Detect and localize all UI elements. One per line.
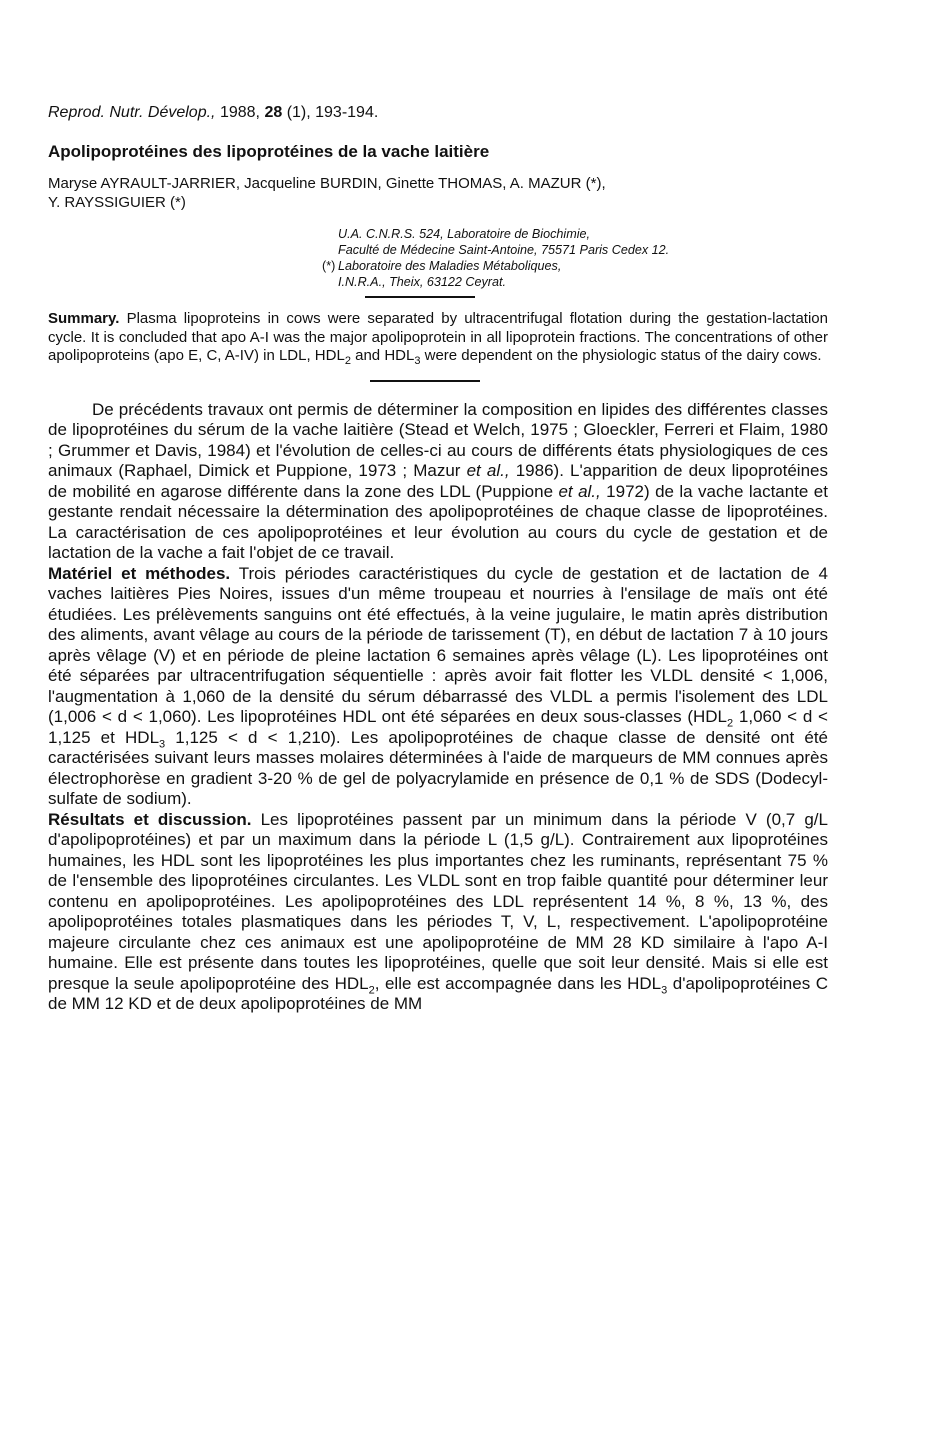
paragraph-text: 1,125 < d < 1,210). Les apolipoprotéines de chaque classe de densité ont été caractérisées suivant leurs masses molaires déterminées à l'aide de marqueurs de MM connues après électrophorèse en gradient 3-20 % de gel de polyacrylamide en présence de 0,1 % de SDS (Dodecyl-sulfate de sodium). <box>48 727 828 808</box>
summary <box>48 310 828 366</box>
paragraph-text: Les lipoprotéines passent par un minimum dans la période V (0,7 g/L d'apolipoprotéines) et par un maximum dans la période L (1,5 g/L). Contrairement aux lipoprotéines humaines, les HDL sont les lipoprotéines les plus importantes chez les ruminants, représentant 75 % de l'ensemble des lipoprotéines circulantes. Les VLDL sont en trop faible quantité pour déterminer leur contenu en apolipoprotéines. Les apolipoprotéines des LDL représentent 14 %, 8 %, 13 %, des apolipoprotéines totales plasmatiques dans les périodes T, V, L, respectivement. L'apolipoprotéine majeure circulante chez ces animaux est une apolipoprotéine de MM 28 KD similaire à l'apo A-I humaine. Elle est présente dans toutes les lipoprotéines, quelle que soit leur densité. Mais si elle est presque la seule apolipoprotéine des HDL <box>48 809 828 993</box>
affiliation-text: Laboratoire des Maladies Métaboliques, <box>338 259 562 273</box>
subscript: 2 <box>727 717 734 730</box>
summary-text: Plasma lipoproteins in cows were separated by ultracentrifugal flotation during the gestation-lactation cycle. It is concluded that apo A-I was the major apolipoprotein in all lipoprotein fractions. The concentrations of other apolipoproteins (apo E, C, A-IV) in LDL, HDL <box>48 310 828 364</box>
paragraph-text: 1,060 < d < 1,125 et HDL <box>48 707 828 747</box>
affiliation-mark: (*) <box>322 259 336 273</box>
divider <box>370 380 480 382</box>
affiliation-text: U.A. C.N.R.S. 524, Laboratoire de Biochimie, <box>338 227 590 241</box>
paragraph-text: 1972) de la vache lactante et gestante rendait nécessaire la détermination des apolipoprotéines de chaque classe de lipoprotéines. La caractérisation de ces apolipoprotéines et leur évolution au cours du cycle de gestation et de lactation de la vache a fait l'objet de ce travail. <box>48 481 828 562</box>
body-text <box>48 400 828 1015</box>
section-heading: Matériel et méthodes. <box>48 563 231 583</box>
paper-title: Apolipoprotéines des lipoprotéines de la vache laitière <box>48 142 490 161</box>
affiliation-text: Faculté de Médecine Saint-Antoine, 75571 Paris Cedex 12. <box>338 243 670 257</box>
results-paragraph <box>48 810 828 1015</box>
citation <box>48 104 828 122</box>
subscript: 3 <box>159 737 166 750</box>
paragraph-text: Trois périodes caractéristiques du cycle de gestation et de lactation de 4 vaches laitières Pies Noires, issues d'un même troupeau et nourries à l'ensilage de maïs ont été étudiées. Les prélèvements sanguins ont été effectués, à la veine jugulaire, le matin après distribution des aliments, avant vêlage au cours de la période de tarissement (T), en début de lactation 7 à 10 jours après vêlage (V) et en période de pleine lactation 6 semaines après vêlage (L). Les lipoprotéines ont été séparées par ultracentrifugation séquentielle : après avoir fait flotter les VLDL densité < 1,006, l'augmentation à 1,060 de la densité du sérum débarrassé des VLDL a permis l'isolement des LDL (1,006 < d < 1,060). Les lipoprotéines HDL ont été séparées en deux sous-classes (HDL <box>48 563 828 726</box>
author-line: Y. RAYSSIGUIER (*) <box>48 194 186 211</box>
affiliation-line <box>338 274 828 290</box>
paragraph-text: d'apolipoprotéines C de MM 12 KD et de deux apolipoprotéines de MM <box>48 973 829 1013</box>
author-line: Maryse AYRAULT-JARRIER, Jacqueline BURDIN, Ginette THOMAS, A. MAZUR (*), <box>48 175 606 192</box>
et-al: et al., <box>466 461 510 480</box>
author-list <box>48 174 828 212</box>
journal-name: Reprod. Nutr. Dévelop., <box>48 104 216 121</box>
affiliations <box>322 226 828 290</box>
affiliation-line <box>338 226 828 242</box>
section-heading: Résultats et discussion. <box>48 809 252 829</box>
citation-issue-pages: (1), 193-194. <box>286 104 379 121</box>
paragraph-text: De précédents travaux ont permis de déterminer la composition en lipides des différentes classes de lipoprotéines du sérum de la vache laitière (Stead et Welch, 1975 ; Gloeckler, Ferreri et Flaim, 1980 ; Grummer et Davis, 1984) et l'évolution de celles-ci au cours de différents états physiologiques de ces animaux (Raphael, Dimick et Puppione, 1973 ; Mazur <box>48 399 828 480</box>
paper-page <box>48 104 828 1015</box>
paragraph-text: , elle est accompagnée dans les HDL <box>374 973 662 993</box>
affiliation-text: I.N.R.A., Theix, 63122 Ceyrat. <box>338 275 506 289</box>
et-al: et al., <box>558 481 601 501</box>
summary-text: and HDL <box>350 347 415 364</box>
divider <box>365 296 475 298</box>
subscript: 3 <box>661 983 668 996</box>
affiliation-line <box>322 258 828 274</box>
summary-label: Summary. <box>48 310 120 327</box>
citation-volume: 28 <box>264 104 283 121</box>
citation-year: 1988, <box>219 104 260 121</box>
summary-text: were dependent on the physiologic status of the dairy cows. <box>420 347 822 364</box>
paragraph-text: 1986). L'apparition de deux lipoprotéines de mobilité en agarose différente dans la zone des LDL (Puppione <box>48 461 828 501</box>
subscript: 2 <box>368 983 375 996</box>
intro-paragraph <box>48 400 828 564</box>
subscript: 3 <box>414 355 421 367</box>
methods-paragraph <box>48 564 828 810</box>
subscript: 2 <box>344 355 351 367</box>
affiliation-line <box>338 242 828 258</box>
